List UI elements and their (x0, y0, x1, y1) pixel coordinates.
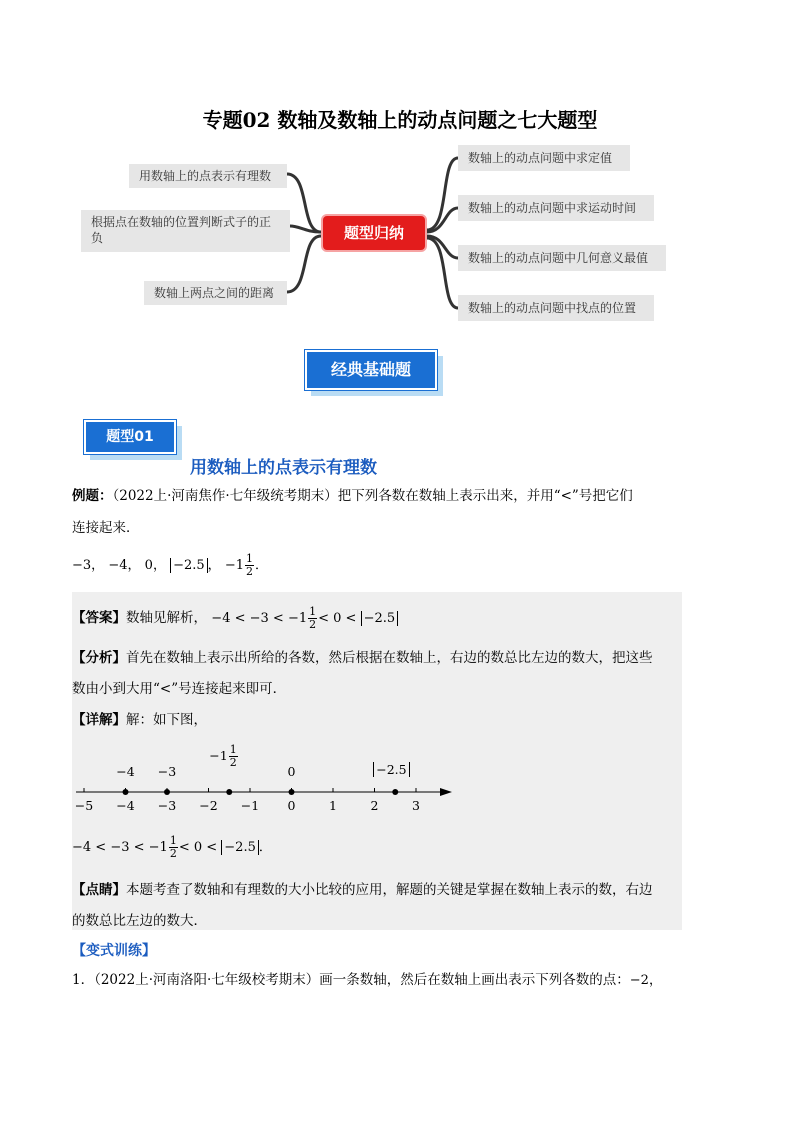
point-label: 0 (287, 764, 296, 779)
fraction-numerator: 1 (229, 743, 237, 756)
separator: ， (91, 558, 105, 573)
tick-label: 2 (370, 798, 379, 813)
tick-label: 3 (412, 798, 420, 813)
point-label-fraction (229, 744, 238, 769)
number-line-point (226, 789, 232, 795)
detail-text: 解：如下图， (126, 712, 207, 728)
number-1: −3 (72, 558, 92, 573)
mindmap-node-right-3: 数轴上的动点问题中几何意义最值 (458, 245, 666, 271)
point-label (373, 762, 409, 777)
number-5-whole: −1 (224, 558, 244, 573)
mindmap-center: 题型归纳 (321, 214, 427, 252)
type-tag (84, 420, 182, 460)
question-1-tail: −2， (629, 973, 662, 988)
analysis-label: 【分析】 (72, 650, 126, 666)
result-abs-value: −2.5 (221, 840, 259, 855)
mindmap-node-left-2: 根据点在数轴的位置判断式子的正负 (81, 210, 290, 252)
point-label: −3 (157, 764, 177, 779)
example-line-2: 连接起来． (72, 520, 140, 536)
answer-label: 【答案】 (72, 610, 126, 626)
point-label (209, 744, 238, 769)
separator: ， (152, 558, 166, 573)
question-1 (72, 970, 712, 991)
separator: ， (207, 558, 221, 573)
tick-label: −5 (74, 798, 94, 813)
number-line-point (289, 789, 295, 795)
point-label-abs: −2.5 (373, 762, 409, 777)
result-part-b: < 0 < (178, 840, 218, 855)
point-label: −4 (116, 764, 135, 779)
fraction-denominator: 2 (169, 847, 177, 860)
mindmap-node-right-1: 数轴上的动点问题中求定值 (458, 145, 630, 171)
example-line-1 (72, 486, 692, 506)
mindmap-node-left-1: 用数轴上的点表示有理数 (129, 164, 287, 188)
tick-label: −2 (199, 798, 218, 813)
point-label-whole: −1 (209, 748, 228, 763)
number-4: −2.5 (170, 558, 208, 573)
mindmap-connectors (0, 0, 800, 340)
comment-line-1 (72, 880, 692, 900)
mindmap-node-left-3: 数轴上两点之间的距离 (144, 281, 287, 305)
variant-heading: 【变式训练】 (72, 943, 156, 959)
analysis-line-1 (72, 648, 692, 668)
detail-line (72, 710, 207, 730)
separator: ， (127, 558, 141, 573)
analysis-text: 首先在数轴上表示出所给的各数，然后根据在数轴上，右边的数总比左边的数大，把这些 (126, 650, 653, 666)
chain-abs-value: −2.5 (361, 611, 399, 626)
answer-line (72, 604, 398, 633)
mindmap-node-right-4: 数轴上的动点问题中找点的位置 (458, 295, 654, 321)
answer-text: 数轴见解析， (126, 610, 207, 626)
number-line-arrow (440, 788, 452, 796)
number-line (0, 740, 800, 840)
banner-label: 经典基础题 (305, 350, 437, 390)
tick-label: 0 (287, 798, 296, 813)
detail-label: 【详解】 (72, 712, 126, 728)
fraction-denominator: 2 (229, 756, 237, 769)
number-2: −4 (108, 558, 128, 573)
result-chain (72, 834, 272, 862)
chain-part-a: −4 < −3 < −1 (211, 611, 308, 626)
result-part-a: −4 < −3 < −1 (72, 840, 168, 855)
fraction-numerator: 1 (309, 605, 317, 618)
analysis-line-2: 数由小到大用“<”号连接起来即可． (72, 681, 287, 697)
type-heading: 用数轴上的点表示有理数 (190, 458, 377, 478)
result-fraction (169, 835, 178, 860)
type-tag-label: 题型01 (84, 420, 176, 454)
fraction-denominator: 2 (309, 618, 317, 631)
page-title: 专题02 数轴及数轴上的动点问题之七大题型 (202, 108, 598, 132)
fraction-numerator: 1 (169, 834, 177, 847)
comment-label: 【点睛】 (72, 882, 126, 898)
comment-line-2: 的数总比左边的数大． (72, 913, 207, 929)
tick-label: −1 (240, 798, 260, 813)
example-label: 例题： (72, 488, 113, 504)
number-line-point (392, 789, 398, 795)
number-5-fraction (245, 553, 254, 578)
period: ． (255, 558, 269, 573)
example-source: （2022上·河南焦作·七年级统考期末）把下列各数在数轴上表示出来，并用“<”号把它们 (112, 488, 633, 504)
question-1-text: 1．（2022上·河南洛阳·七年级校考期末）画一条数轴，然后在数轴上画出表示下列各数的点： (72, 972, 630, 988)
section-banner (305, 350, 443, 396)
example-numbers (72, 552, 268, 580)
tick-label: −3 (157, 798, 177, 813)
tick-label: 1 (329, 798, 337, 813)
mindmap-node-right-2: 数轴上的动点问题中求运动时间 (458, 195, 654, 221)
number-line-point (123, 789, 129, 795)
chain-fraction (308, 606, 317, 631)
answer-chain (211, 605, 398, 631)
period: ． (258, 840, 272, 855)
fraction-denominator: 2 (246, 565, 253, 578)
chain-part-b: < 0 < (318, 611, 357, 626)
comment-text: 本题考查了数轴和有理数的大小比较的应用，解题的关键是掌握在数轴上表示的数，右边 (126, 882, 653, 898)
number-line-point (164, 789, 170, 795)
number-3: 0 (144, 558, 153, 573)
tick-label: −4 (116, 798, 135, 813)
fraction-numerator: 1 (246, 552, 253, 565)
